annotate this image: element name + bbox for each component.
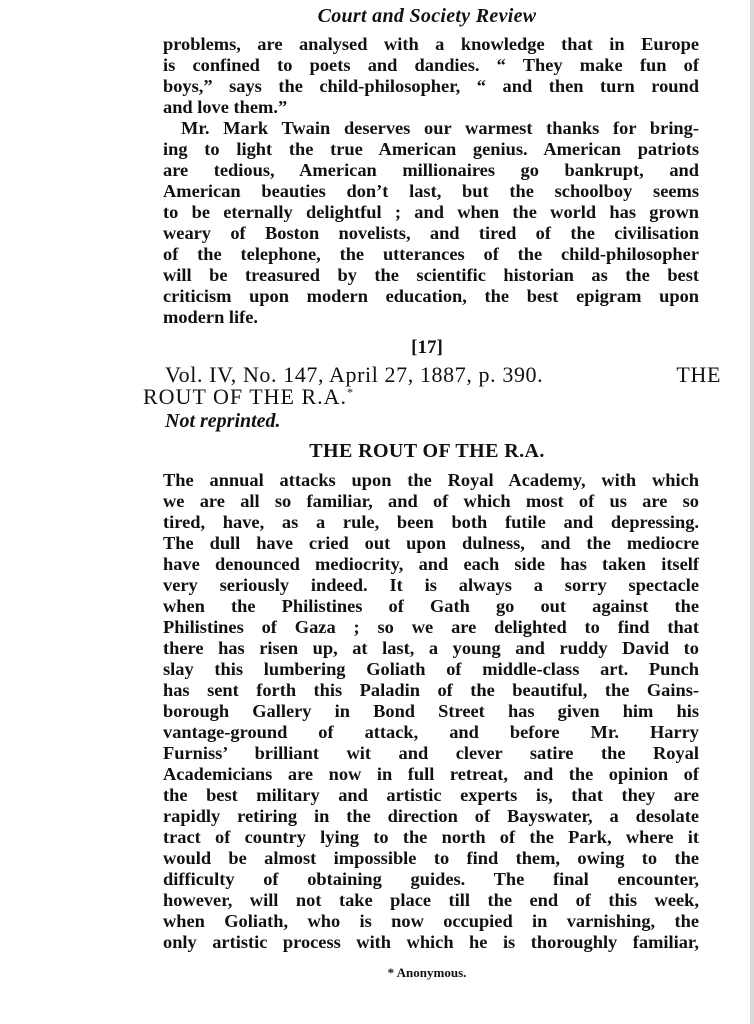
text-line: the best military and artistic experts is, that they are xyxy=(163,785,699,805)
text-line: only artistic process with which he is thoroughly familiar, xyxy=(163,932,699,952)
footnote xyxy=(0,965,754,981)
text-line: Mr. Mark Twain deserves our warmest thanks for bring- xyxy=(181,118,699,138)
entry-citation: Vol. IV, No. 147, April 27, 1887, p. 390. xyxy=(165,362,544,387)
text-line: however, will not take place till the end of this week, xyxy=(163,890,699,910)
text-line: American beauties don’t last, but the schoolboy seems xyxy=(163,181,699,201)
text-line: Philistines of Gaza ; so we are delighted to find that xyxy=(163,617,699,637)
text-line: and love them.” xyxy=(163,97,288,117)
text-line: borough Gallery in Bond Street has given him his xyxy=(163,701,699,721)
text-line: vantage-ground of attack, and before Mr. Harry xyxy=(163,722,699,742)
running-head xyxy=(0,5,754,28)
entry-title-line xyxy=(143,384,354,410)
paragraph-mark-twain xyxy=(163,118,699,328)
text-line: tract of country lying to the north of the Park, where it xyxy=(163,827,699,847)
not-reprinted-note: Not reprinted. xyxy=(165,410,281,432)
page-edge-divider xyxy=(750,0,754,1024)
text-line: tired, have, as a rule, been both futile and depressing. xyxy=(163,512,699,532)
text-line: has sent forth this Paladin of the beautiful, the Gains- xyxy=(163,680,699,700)
text-line: slay this lumbering Goliath of middle-class art. Punch xyxy=(163,659,699,679)
entry-number xyxy=(0,337,754,359)
text-line: Academicians are now in full retreat, and the opinion of xyxy=(163,764,699,784)
text-line: would be almost impossible to find them, owing to the xyxy=(163,848,699,868)
paragraph-continued xyxy=(163,34,699,118)
text-line: very seriously indeed. It is always a sorry spectacle xyxy=(163,575,699,595)
article-title xyxy=(0,440,754,463)
running-head-text: Court and Society Review xyxy=(317,5,537,27)
text-line: have denounced mediocrity, and each side has taken itself xyxy=(163,554,699,574)
text-line: when Goliath, who is now occupied in varnishing, the xyxy=(163,911,699,931)
text-line: is confined to poets and dandies. “ They make fun of xyxy=(163,55,699,75)
entry-number-text: [17] xyxy=(411,337,443,358)
footnote-text: * Anonymous. xyxy=(387,965,467,980)
text-line: difficulty of obtaining guides. The final encounter, xyxy=(163,869,699,889)
text-line: Furniss’ brilliant wit and clever satire the Royal xyxy=(163,743,699,763)
footnote-marker: * xyxy=(347,385,355,399)
text-line: criticism upon modern education, the best epigram upon xyxy=(163,286,699,306)
text-line: there has risen up, at last, a young and ruddy David to xyxy=(163,638,699,658)
text-line: modern life. xyxy=(163,307,258,327)
text-line: The dull have cried out upon dulness, and the mediocre xyxy=(163,533,699,553)
text-line: will be treasured by the scientific historian as the best xyxy=(163,265,699,285)
text-line: rapidly retiring in the direction of Bayswater, a desolate xyxy=(163,806,699,826)
entry-title-start: THE xyxy=(676,362,721,387)
text-line: The annual attacks upon the Royal Academy, with which xyxy=(163,470,699,490)
text-line: problems, are analysed with a knowledge that in Europe xyxy=(163,34,699,54)
text-line: weary of Boston novelists, and tired of the civilisation xyxy=(163,223,699,243)
text-line: boys,” says the child-philosopher, “ and then turn round xyxy=(163,76,699,96)
text-line: of the telephone, the utterances of the child-philosopher xyxy=(163,244,699,264)
article-body xyxy=(163,470,699,953)
text-line: we are all so familiar, and of which most of us are so xyxy=(163,491,699,511)
text-line: are tedious, American millionaires go bankrupt, and xyxy=(163,160,699,180)
text-line: to be eternally delightful ; and when the world has grown xyxy=(163,202,699,222)
entry-title-cont: ROUT OF THE R.A. xyxy=(143,384,348,409)
text-line: ing to light the true American genius. American patriots xyxy=(163,139,699,159)
text-line: when the Philistines of Gath go out against the xyxy=(163,596,699,616)
article-title-text: THE ROUT OF THE R.A. xyxy=(309,440,545,462)
